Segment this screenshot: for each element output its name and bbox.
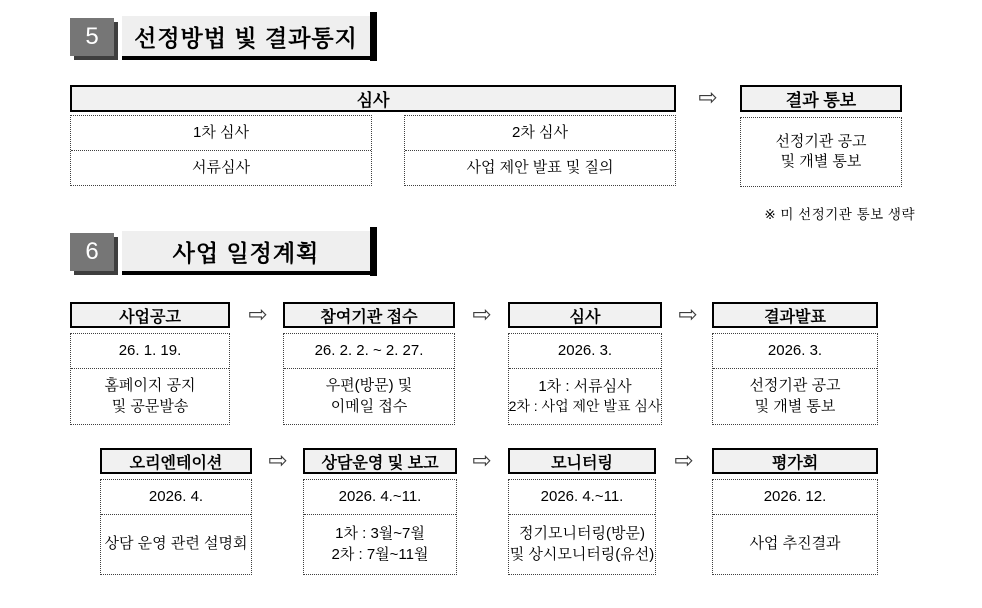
desc-line: 1차 : 3월~7월 — [335, 525, 425, 543]
desc-line: 2차 : 사업 제안 발표 심사 — [508, 398, 662, 415]
result-header-box: 결과 통보 — [740, 85, 902, 112]
step-announcement-desc — [71, 369, 229, 424]
section6-title-end-bar — [370, 227, 377, 276]
step-application-date: 26. 2. 2. ~ 2. 27. — [284, 334, 454, 369]
step-orientation-desc — [101, 515, 251, 574]
step-monitoring-box — [508, 479, 656, 575]
desc-line: 정기모니터링(방문) — [519, 525, 645, 543]
desc-line: 선정기관 공고 — [749, 377, 841, 395]
flow-arrow-icon: ⇨ — [698, 85, 718, 111]
second-review-title: 2차 심사 — [405, 116, 675, 151]
step-orientation-date: 2026. 4. — [101, 480, 251, 515]
section5-title-end-bar — [370, 12, 377, 61]
desc-line: 사업 추진결과 — [749, 535, 841, 553]
desc-line: 상담 운영 관련 설명회 — [104, 535, 248, 553]
step-application-box — [283, 333, 455, 425]
first-review-title: 1차 심사 — [71, 116, 371, 151]
desc-line: 및 공문발송 — [111, 397, 189, 415]
result-desc-line2: 및 개별 통보 — [780, 153, 862, 170]
step-screening-box — [508, 333, 662, 425]
flow-arrow-icon: ⇨ — [674, 448, 694, 474]
step-result-box — [712, 333, 878, 425]
step-monitoring-desc — [509, 515, 655, 574]
flow-arrow-icon: ⇨ — [472, 302, 492, 328]
step-result-desc — [713, 369, 877, 424]
first-review-box — [70, 115, 372, 186]
result-desc-box — [740, 117, 902, 187]
step-evaluation-desc — [713, 515, 877, 574]
step-evaluation-box — [712, 479, 878, 575]
flow-arrow-icon: ⇨ — [678, 302, 698, 328]
section6-title: 사업 일정계획 — [122, 231, 370, 275]
step-application-header: 참여기관 접수 — [283, 302, 455, 328]
step-announcement-box — [70, 333, 230, 425]
section5-number-badge — [70, 18, 114, 56]
step-result-date: 2026. 3. — [713, 334, 877, 369]
section5-number: 5 — [85, 23, 99, 50]
first-review-desc: 서류심사 — [192, 158, 250, 176]
step-screening-header: 심사 — [508, 302, 662, 328]
desc-line: 우편(방문) 및 — [325, 377, 413, 395]
step-application-desc — [284, 369, 454, 424]
second-review-box — [404, 115, 676, 186]
step-monitoring-date: 2026. 4.~11. — [509, 480, 655, 515]
second-review-desc: 사업 제안 발표 및 질의 — [466, 158, 614, 176]
section6-number: 6 — [85, 238, 99, 265]
review-header-box: 심사 — [70, 85, 676, 112]
step-screening-desc — [509, 369, 661, 424]
desc-line: 이메일 접수 — [330, 397, 408, 415]
step-result-header: 결과발표 — [712, 302, 878, 328]
step-counsel-box — [303, 479, 457, 575]
result-desc — [741, 118, 901, 186]
flow-arrow-icon: ⇨ — [248, 302, 268, 328]
step-evaluation-header: 평가회 — [712, 448, 878, 474]
step-counsel-desc — [304, 515, 456, 574]
step-orientation-header: 오리엔테이션 — [100, 448, 252, 474]
desc-line: 2차 : 7월~11월 — [331, 545, 429, 563]
section5-title: 선정방법 빛 결과통지 — [122, 16, 370, 60]
result-desc-line1: 선정기관 공고 — [775, 132, 867, 150]
step-counsel-header: 상담운영 및 보고 — [303, 448, 457, 474]
section6-number-badge — [70, 233, 114, 271]
step-orientation-box — [100, 479, 252, 575]
flow-arrow-icon: ⇨ — [268, 448, 288, 474]
step-screening-date: 2026. 3. — [509, 334, 661, 369]
exclusion-note: ※ 미 선정기관 통보 생략 — [764, 207, 915, 222]
desc-line: 홈페이지 공지 — [104, 377, 196, 395]
step-counsel-date: 2026. 4.~11. — [304, 480, 456, 515]
desc-line: 및 상시모니터링(유선) — [509, 545, 655, 563]
step-evaluation-date: 2026. 12. — [713, 480, 877, 515]
step-announcement-header: 사업공고 — [70, 302, 230, 328]
desc-line: 1차 : 서류심사 — [538, 377, 632, 395]
flow-arrow-icon: ⇨ — [472, 448, 492, 474]
step-announcement-date: 26. 1. 19. — [71, 334, 229, 369]
step-monitoring-header: 모니터링 — [508, 448, 656, 474]
desc-line: 및 개별 통보 — [754, 397, 836, 415]
